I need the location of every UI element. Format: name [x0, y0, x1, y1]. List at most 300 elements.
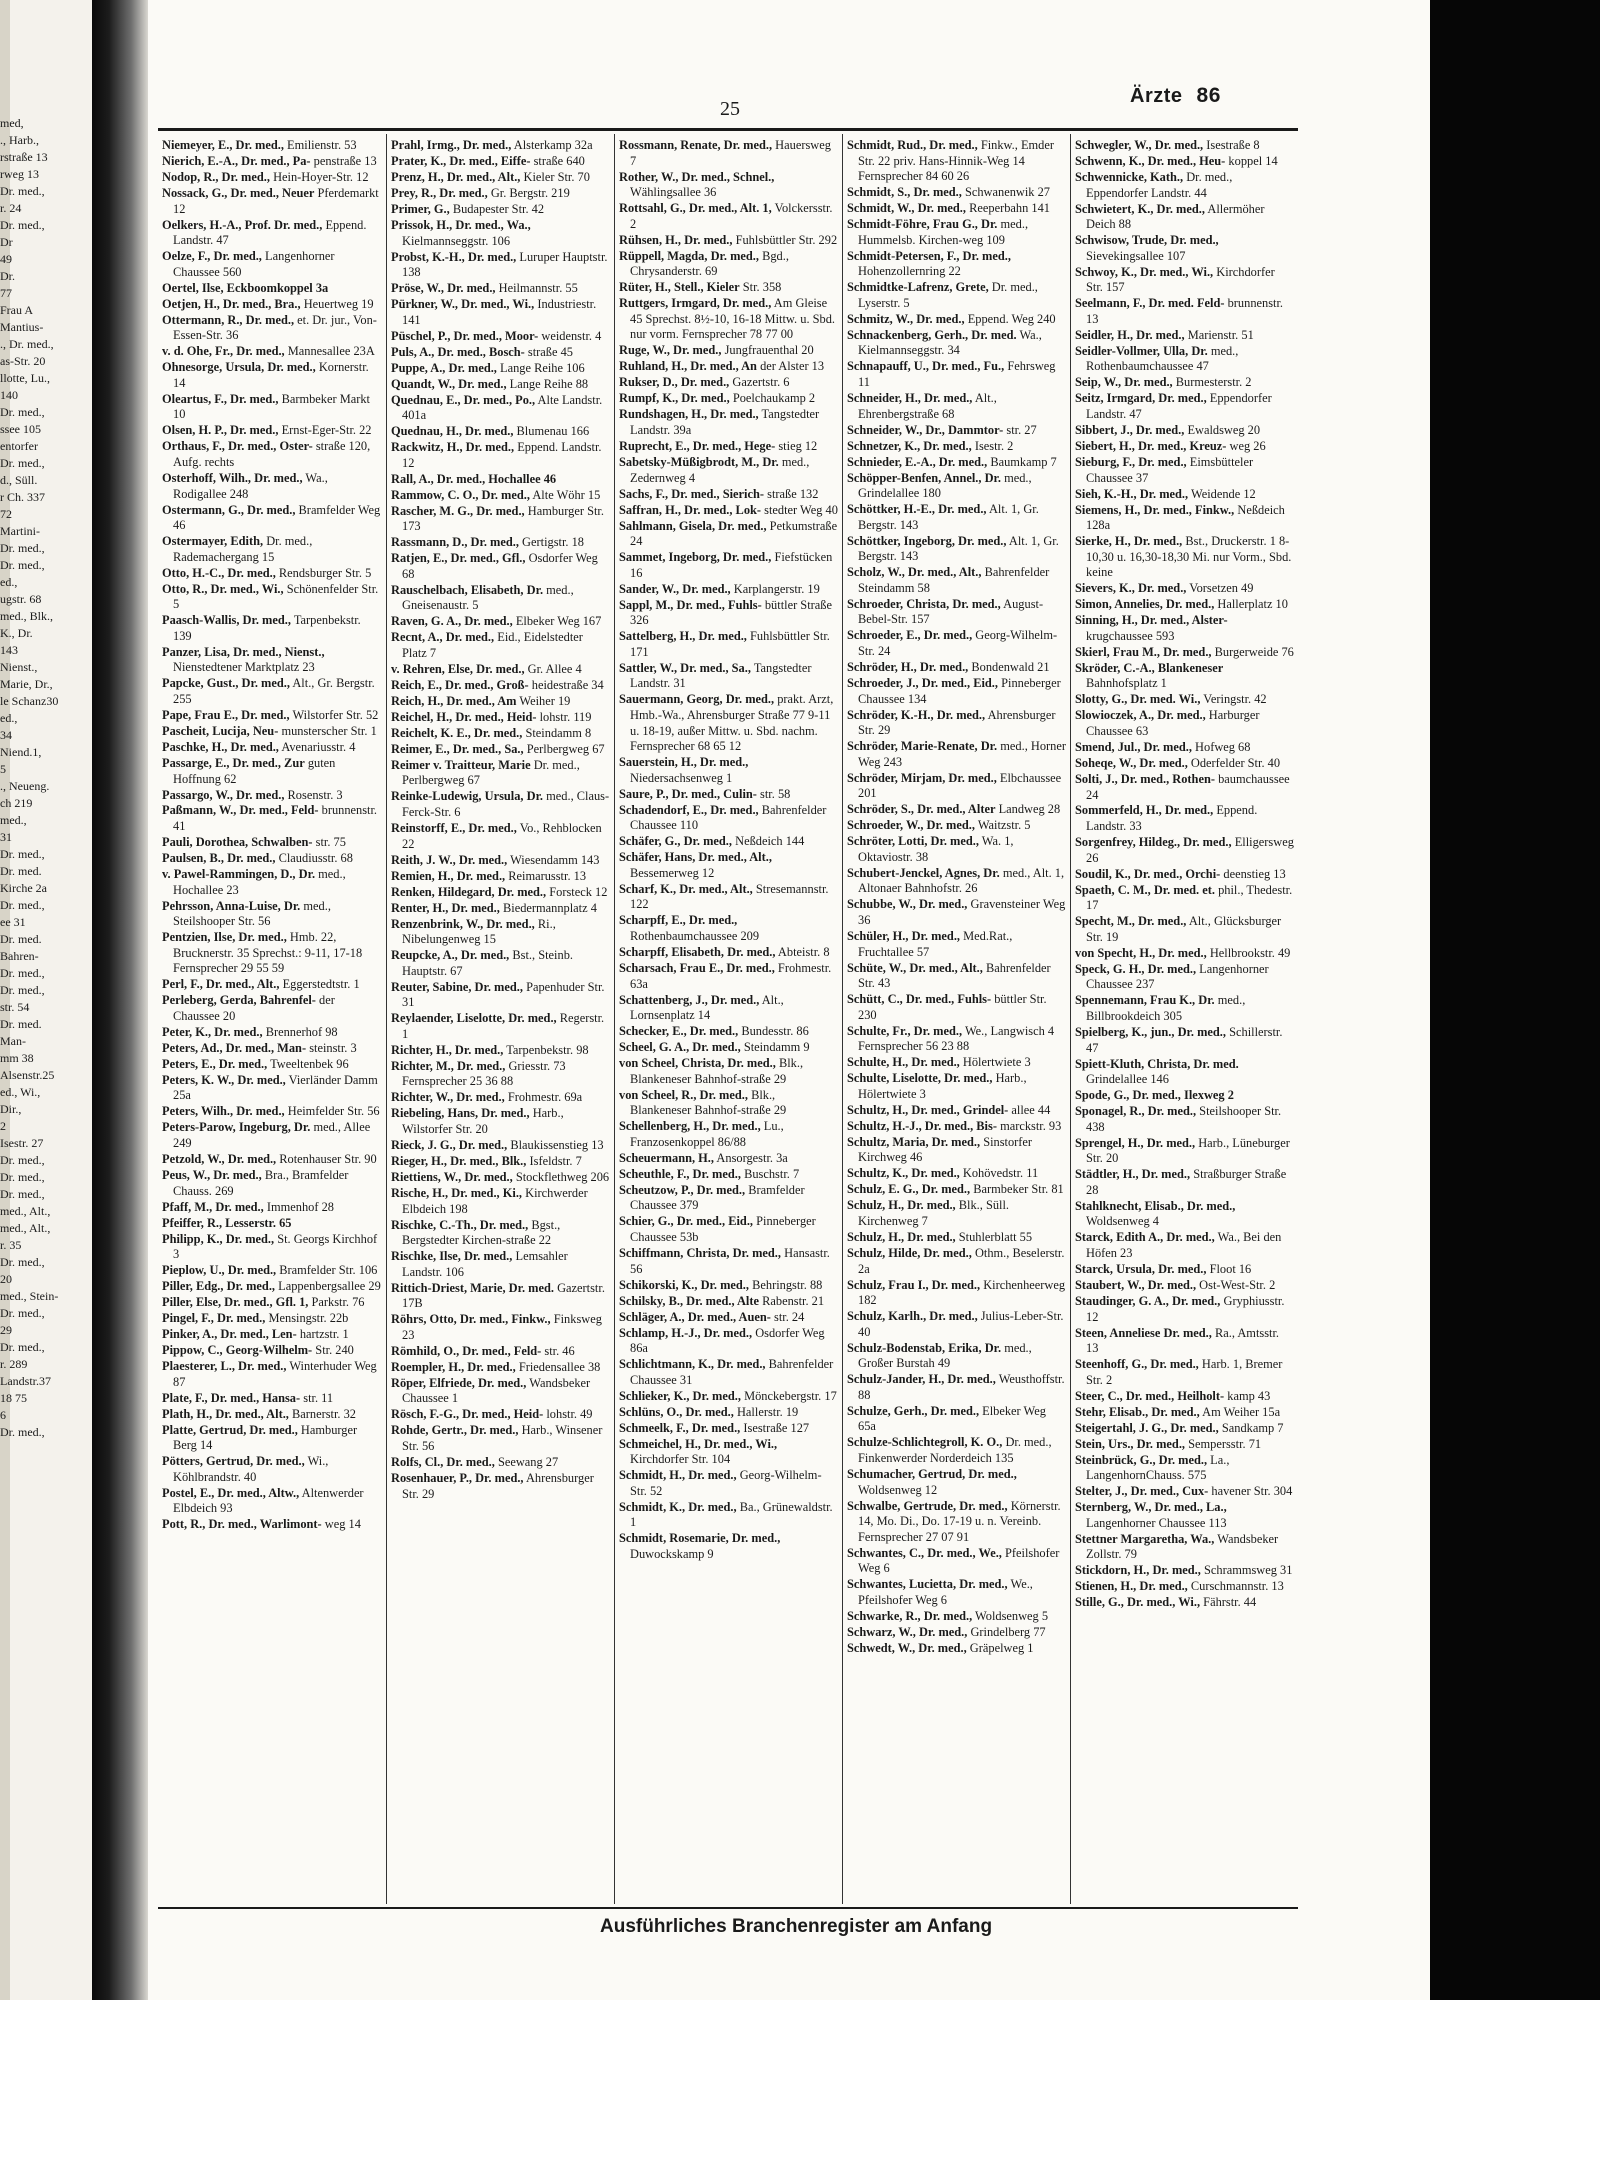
entry-name: Primer, G., [391, 201, 450, 216]
entry-name: Skröder, C.-A., Blankeneser [1075, 660, 1224, 675]
entry-address: Fährstr. 44 [1203, 1595, 1257, 1610]
entry-name: Schulte, Fr., Dr. med., [847, 1023, 963, 1038]
directory-entry [162, 1120, 382, 1151]
previous-page-fragment: Dr. med., [0, 218, 45, 232]
directory-entry [1075, 1326, 1294, 1357]
previous-page-fragment: ugstr. 68 [0, 592, 42, 606]
entry-name: Schumacher, Gertrud, Dr. med., [847, 1467, 1017, 1482]
previous-page-fragment: Dr. med., [0, 966, 45, 980]
entry-address: Poelchaukamp 2 [732, 391, 816, 406]
directory-entry [162, 1486, 382, 1517]
entry-name: Perleberg, Gerda, Bahrenfel- [162, 993, 316, 1008]
scan-bottom-margin [0, 2000, 1600, 2177]
directory-entry [1075, 1484, 1294, 1500]
directory-entry [162, 170, 382, 186]
entry-name: Scholz, W., Dr. med., Alt., [847, 565, 982, 580]
entry-name: Schiffmann, Christa, Dr. med., [619, 1245, 782, 1260]
entry-address: Stresemannstr. 122 [630, 881, 829, 912]
entry-address: Volckersstr. 2 [630, 201, 833, 231]
previous-page-fragment: Dr [0, 235, 13, 249]
entry-address: deenstieg 13 [1223, 866, 1286, 881]
directory-columns [158, 134, 1298, 1904]
directory-column-5 [1070, 134, 1298, 1904]
entry-address: Biedermannplatz 4 [502, 900, 597, 915]
entry-address: Alt. 1, Gr. Bergstr. 143 [858, 533, 1059, 564]
entry-name: Schubert-Jenckel, Agnes, Dr. [847, 865, 1000, 880]
entry-name: Steinbrück, G., Dr. med., [1075, 1452, 1208, 1467]
entry-address: Abteistr. 8 [777, 945, 830, 959]
directory-entry [391, 678, 610, 694]
entry-name: Schnetzer, K., Dr. med., [847, 438, 972, 453]
directory-entry [847, 897, 1066, 928]
entry-address: Tarpenbekstr. 98 [506, 1042, 589, 1057]
entry-address: Dr. med., Rademachergang 15 [173, 534, 313, 564]
previous-page-fragment: 77 [0, 286, 12, 300]
directory-entry [1075, 914, 1294, 945]
entry-name: Prey, R., Dr. med., [391, 185, 488, 200]
previous-page-fragment: rstraße 13 [0, 150, 48, 164]
directory-entry [847, 217, 1066, 248]
entry-name: Platte, Gertrud, Dr. med., [162, 1422, 298, 1437]
entry-address: Reeperbahn 141 [969, 201, 1050, 216]
previous-page-fragment: ed., [0, 711, 18, 725]
entry-address: Hauersweg 7 [630, 138, 831, 168]
entry-address: Steindamm 9 [743, 1040, 810, 1055]
directory-entry [847, 1467, 1066, 1498]
entry-address: Ba., Grünewaldstr. 1 [630, 1499, 833, 1530]
directory-entry [619, 1167, 838, 1183]
entry-name: Panzer, Lisa, Dr. med., Nienst., [162, 644, 325, 659]
entry-name: Schulte, H., Dr. med., [847, 1055, 960, 1070]
previous-page-fragment: Dr. med., [0, 1306, 45, 1320]
entry-name: von Scheel, R., Dr. med., [619, 1087, 748, 1102]
entry-name: Scharpff, Elisabeth, Dr. med., [619, 945, 776, 959]
page-number: 25 [720, 98, 740, 120]
entry-name: Schulte, Liselotte, Dr. med., [847, 1071, 993, 1086]
directory-entry [391, 393, 610, 424]
directory-entry [847, 1246, 1066, 1277]
entry-address: Griesstr. 73 Fernsprecher 25 36 88 [402, 1058, 566, 1089]
entry-name: Puppe, A., Dr. med., [391, 360, 497, 375]
directory-entry [847, 1103, 1066, 1119]
directory-entry [162, 1343, 382, 1359]
directory-entry [847, 1641, 1066, 1657]
entry-name: Rolfs, Cl., Dr. med., [391, 1454, 495, 1469]
entry-name: Scheuthle, F., Dr. med., [619, 1166, 741, 1181]
entry-address: Sempersstr. 71 [1188, 1436, 1262, 1451]
entry-name: Schnackenberg, Gerh., Dr. med. [847, 327, 1017, 342]
entry-name: Schlichtmann, K., Dr. med., [619, 1357, 766, 1372]
directory-entry [847, 391, 1066, 422]
entry-name: Paulsen, B., Dr. med., [162, 851, 276, 866]
directory-entry [847, 676, 1066, 707]
entry-address: Lange Reihe 88 [509, 376, 589, 391]
entry-address: Floot 16 [1209, 1261, 1252, 1276]
entry-address: Reimarusstr. 13 [508, 868, 587, 883]
entry-name: Starck, Edith A., Dr. med., [1075, 1230, 1215, 1245]
entry-address: Wählingsallee 36 [630, 185, 717, 200]
entry-address: Kirchdorfer Str. 157 [1086, 264, 1275, 295]
entry-address: Regerstr. 1 [402, 1011, 605, 1041]
directory-entry [1075, 138, 1294, 154]
entry-name: Sachs, F., Dr. med., Sierich- [619, 486, 765, 501]
directory-entry [1075, 1025, 1294, 1056]
directory-entry [619, 391, 838, 407]
entry-address: der Alster 13 [760, 359, 825, 374]
directory-entry [847, 1182, 1066, 1198]
directory-entry [847, 138, 1066, 185]
directory-entry [847, 1055, 1066, 1071]
previous-page-fragment: 2 [0, 1119, 6, 1133]
entry-address: hartzstr. 1 [299, 1327, 349, 1342]
entry-address: Hmb. 22, Brucknerstr. 35 Sprechst.: 9-11, 17-18 Fernsprecher 29 55 59 [173, 930, 363, 976]
entry-address: Harb., Lüneburger Str. 20 [1086, 1135, 1290, 1166]
entry-name: Oertel, Ilse, Eckboomkoppel 3a [162, 280, 329, 295]
directory-entry [162, 1200, 382, 1216]
entry-name: Specht, M., Dr. med., [1075, 914, 1187, 929]
directory-entry [619, 834, 838, 850]
directory-entry [391, 1059, 610, 1090]
entry-name: Stickdorn, H., Dr. med., [1075, 1563, 1201, 1578]
directory-entry [391, 170, 610, 186]
entry-name: Pinker, A., Dr. med., Len- [162, 1327, 297, 1342]
entry-address: Seewang 27 [497, 1454, 559, 1469]
entry-name: Spielberg, K., jun., Dr. med., [1075, 1024, 1226, 1039]
entry-name: Seitz, Irmgard, Dr. med., [1075, 391, 1207, 406]
entry-name: Städtler, H., Dr. med., [1075, 1167, 1191, 1182]
entry-address: Bahrenfelder Steindamm 58 [858, 565, 1050, 595]
previous-page-fragment: 29 [0, 1323, 12, 1337]
entry-name: Saure, P., Dr. med., Culin- [619, 786, 757, 801]
entry-address: Alt., Lornsenplatz 14 [630, 992, 784, 1023]
entry-address: August-Bebel-Str. 157 [858, 596, 1044, 627]
entry-name: Spaeth, C. M., Dr. med. et. [1075, 882, 1215, 897]
section-page-number: 86 [1196, 84, 1221, 107]
previous-page-fragment: med., [0, 813, 27, 827]
entry-address: Rothenbaumchaussee 209 [630, 929, 760, 944]
entry-address: med., Zedernweg 4 [630, 454, 810, 485]
entry-name: Schmidtke-Lafrenz, Grete, [847, 280, 989, 295]
directory-entry [162, 1025, 382, 1041]
directory-entry [619, 787, 838, 803]
directory-entry [391, 853, 610, 869]
directory-entry [162, 645, 382, 676]
entry-address: Elbeker Weg 167 [515, 614, 602, 629]
directory-entry [619, 945, 838, 961]
directory-entry [162, 138, 382, 154]
entry-address: stedter Weg 40 [764, 502, 838, 517]
directory-entry [1075, 835, 1294, 866]
entry-name: Schmeichel, H., Dr. med., Wi., [619, 1436, 778, 1451]
entry-name: Prater, K., Dr. med., Eiffe- [391, 153, 531, 168]
entry-name: Prenz, H., Dr. med., Alt., [391, 169, 521, 184]
entry-name: Schüler, H., Dr. med., [847, 929, 961, 944]
entry-name: Starck, Ursula, Dr. med., [1075, 1261, 1207, 1276]
entry-address: Osdorfer Weg 86a [630, 1325, 825, 1356]
entry-address: Langenhorner Chaussee 237 [1086, 961, 1269, 992]
directory-entry [391, 345, 610, 361]
entry-address: Bahrenfelder Chaussee 31 [630, 1357, 834, 1387]
directory-entry [619, 407, 838, 438]
entry-address: Blk., Blankeneser Bahnhof-straße 29 [630, 1056, 804, 1086]
entry-name: Scheutzow, P., Dr. med., [619, 1182, 746, 1197]
entry-name: Peus, W., Dr. med., [162, 1168, 262, 1182]
entry-name: Schmidt-Petersen, F., Dr. med., [847, 248, 1011, 263]
entry-name: Sieburg, F., Dr. med., [1075, 454, 1187, 469]
directory-entry [1075, 375, 1294, 391]
directory-entry [619, 1088, 838, 1119]
entry-name: Schwenn, K., Dr. med., Heu- [1075, 153, 1226, 168]
entry-address: med., Grindelallee 180 [858, 470, 1032, 501]
entry-address: Wandsbeker Zollstr. 79 [1086, 1531, 1279, 1562]
entry-name: Remien, H., Dr. med., [391, 868, 506, 883]
entry-name: Seip, W., Dr. med., [1075, 375, 1173, 390]
directory-entry [1075, 487, 1294, 503]
entry-name: Schultz, K., Dr. med., [847, 1166, 960, 1181]
entry-address: Grindelberg 77 [970, 1624, 1046, 1639]
entry-name: Solti, J., Dr. med., Rothen- [1075, 771, 1215, 786]
entry-name: Schwegler, W., Dr. med., [1075, 138, 1204, 152]
entry-name: Nierich, E.-A., Dr. med., Pa- [162, 153, 311, 168]
entry-address: Alsterkamp 32a [513, 138, 593, 152]
entry-address: weidenstr. 4 [541, 328, 602, 343]
entry-name: Schwalbe, Gertrude, Dr. med., [847, 1498, 1008, 1513]
previous-page-fragment: r. 35 [0, 1238, 22, 1252]
directory-entry [847, 312, 1066, 328]
entry-name: Pürkner, W., Dr. med., Wi., [391, 297, 535, 312]
entry-address: Luruper Hauptstr. 138 [402, 249, 608, 280]
entry-address: Kirchdorfer Str. 104 [630, 1452, 731, 1467]
entry-name: Schlamp, H.-J., Dr. med., [619, 1325, 753, 1340]
directory-entry [162, 1041, 382, 1057]
entry-name: Scharf, K., Dr. med., Alt., [619, 881, 753, 896]
entry-address: brunnenstr. 41 [173, 803, 378, 834]
entry-address: Wa. 1, Oktaviostr. 38 [858, 834, 1014, 864]
directory-entry [1075, 1294, 1294, 1325]
directory-entry [162, 218, 382, 249]
entry-name: Peters, Wilh., Dr. med., [162, 1104, 285, 1119]
previous-page-fragment: ., Dr. med., [0, 337, 54, 351]
previous-page-fragment: Dr. [0, 269, 15, 283]
directory-entry [1075, 1136, 1294, 1167]
entry-name: Schroeder, Christa, Dr. med., [847, 596, 1001, 611]
directory-entry [847, 455, 1066, 471]
entry-name: Sibbert, J., Dr. med., [1075, 422, 1185, 437]
entry-address: Weiher 19 [519, 693, 571, 708]
entry-address: Bst., Druckerstr. 1 8-10,30 u. 16,30-18,30 Mi. nur Vorm., Sbd. keine [1086, 534, 1292, 580]
entry-address: Frohmestr. 63a [630, 960, 832, 991]
entry-name: Stahlknecht, Elisab., Dr. med., [1075, 1198, 1236, 1213]
entry-name: Rischke, Ilse, Dr. med., [391, 1249, 513, 1264]
entry-name: Ratjen, E., Dr. med., Gfl., [391, 551, 526, 566]
directory-entry [1075, 772, 1294, 803]
previous-page-fragment: llotte, Lu., [0, 371, 50, 385]
entry-address: Hohenzollernring 22 [858, 264, 961, 279]
previous-page-fragment: Dr. med., [0, 1153, 45, 1167]
entry-address: krugchaussee 593 [1086, 628, 1175, 643]
entry-address: Buschstr. 7 [744, 1166, 800, 1181]
entry-name: Sommerfeld, H., Dr. med., [1075, 803, 1214, 818]
entry-name: Reuter, Sabine, Dr. med., [391, 979, 523, 994]
directory-entry [1075, 993, 1294, 1024]
directory-entry [391, 758, 610, 789]
directory-entry [847, 328, 1066, 359]
entry-name: Schroeder, E., Dr. med., [847, 628, 973, 643]
entry-name: Ostermayer, Edith, [162, 534, 264, 549]
directory-entry [619, 850, 838, 881]
directory-entry [391, 440, 610, 471]
entry-name: Richter, H., Dr. med., [391, 1042, 504, 1057]
directory-entry [847, 1230, 1066, 1246]
previous-page-fragment: Bahren- [0, 949, 39, 963]
directory-entry [391, 948, 610, 979]
entry-name: Schmidt, Rud., Dr. med., [847, 138, 978, 152]
directory-entry [619, 1500, 838, 1531]
entry-name: Schüte, W., Dr. med., Alt., [847, 960, 983, 975]
entry-address: Fuhlsbüttler Str. 292 [735, 232, 838, 247]
entry-name: Piller, Else, Dr. med., Gfl. 1, [162, 1295, 309, 1310]
directory-entry [619, 1183, 838, 1214]
entry-name: Nossack, G., Dr. med., Neuer [162, 185, 315, 200]
previous-page-fragment: Dr. med., [0, 1187, 45, 1201]
previous-page-fragment: med, [0, 116, 24, 130]
previous-page-fragment: ., Harb., [0, 133, 39, 147]
entry-address: weg 26 [1229, 438, 1266, 453]
entry-address: Othm., Beselerstr. 2a [858, 1245, 1065, 1276]
entry-name: Spennemann, Frau K., Dr. [1075, 993, 1215, 1008]
directory-entry [1075, 1500, 1294, 1531]
entry-name: Schäfer, Hans, Dr. med., Alt., [619, 850, 772, 865]
directory-entry [391, 901, 610, 917]
entry-name: Rundshagen, H., Dr. med., [619, 407, 759, 422]
directory-entry [391, 1471, 610, 1502]
entry-address: Winterhuder Weg 87 [173, 1359, 377, 1389]
entry-address: Heimfelder Str. 56 [287, 1104, 380, 1119]
entry-name: Scheuermann, H., [619, 1150, 714, 1165]
entry-name: Schöttker, Ingeborg, Dr. med., [847, 533, 1007, 548]
entry-name: Reinke-Ludewig, Ursula, Dr. [391, 789, 544, 804]
entry-address: Petkumstraße 24 [630, 518, 838, 549]
directory-entry [1075, 962, 1294, 993]
entry-address: Bondenwald 21 [971, 660, 1050, 675]
directory-entry [847, 502, 1066, 533]
directory-entry [1075, 391, 1294, 422]
directory-entry [391, 488, 610, 504]
header-rule [158, 128, 1298, 131]
directory-entry [1075, 1563, 1294, 1579]
entry-address: büttler Str. 230 [858, 992, 1047, 1022]
directory-entry [391, 535, 610, 551]
entry-address: Niedersachsenweg 1 [630, 770, 733, 785]
entry-address: Neßdeich 144 [735, 834, 805, 849]
entry-address: Schillerstr. 47 [1086, 1024, 1283, 1055]
entry-address: Vo., Rehblocken 22 [402, 821, 602, 851]
entry-address: phil., Thedestr. 17 [1086, 882, 1293, 913]
entry-address: straße 45 [527, 344, 573, 359]
entry-name: Rammow, C. O., Dr. med., [391, 487, 530, 502]
directory-entry [162, 186, 382, 217]
directory-entry [847, 534, 1066, 565]
entry-name: Schulz, Frau I., Dr. med., [847, 1277, 981, 1292]
previous-page-fragment: ssee 105 [0, 422, 41, 436]
directory-entry [619, 487, 838, 503]
entry-address: Budapester Str. 42 [452, 201, 545, 216]
entry-address: büttler Straße 326 [630, 597, 832, 628]
directory-column-2 [386, 134, 614, 1904]
directory-entry [847, 866, 1066, 897]
directory-entry [162, 249, 382, 280]
directory-entry [619, 1278, 838, 1294]
entry-name: Reichelt, K. E., Dr. med., [391, 725, 523, 740]
directory-entry [1075, 328, 1294, 344]
entry-address: Kirchenheerweg 182 [858, 1277, 1066, 1308]
entry-address: Parkstr. 76 [311, 1295, 365, 1310]
directory-entry [391, 1043, 610, 1059]
directory-entry [1075, 1088, 1294, 1104]
entry-address: Kornerstr. 14 [173, 360, 369, 390]
directory-entry [162, 1327, 382, 1343]
entry-address: Grindelallee 146 [1086, 1072, 1169, 1087]
directory-entry [847, 1309, 1066, 1340]
entry-address: Lange Reihe 106 [500, 360, 585, 375]
directory-entry [391, 154, 610, 170]
entry-address: Stockflethweg 206 [515, 1169, 610, 1184]
entry-address: Behringstr. 88 [752, 1277, 823, 1292]
directory-entry [847, 1609, 1066, 1625]
entry-address: Hansastr. 56 [630, 1245, 830, 1276]
entry-address: Tarpenbekstr. 139 [173, 613, 361, 643]
directory-entry [162, 439, 382, 470]
entry-address: str. 27 [1006, 422, 1037, 437]
entry-name: Sponagel, R., Dr. med., [1075, 1104, 1197, 1119]
entry-name: Reich, H., Dr. med., Am [391, 693, 517, 708]
directory-entry [391, 662, 610, 678]
directory-entry [847, 1546, 1066, 1577]
directory-entry [391, 1344, 610, 1360]
entry-name: Rosenhauer, P., Dr. med., [391, 1470, 524, 1485]
entry-address: Alte Wöhr 15 [532, 487, 601, 502]
previous-page-fragment: 6 [0, 1408, 6, 1422]
entry-address: Am Weiher 15a [1202, 1404, 1281, 1419]
entry-name: Schneider, W., Dr., Dammtor- [847, 422, 1004, 437]
entry-name: Renken, Hildegard, Dr. med., [391, 884, 547, 899]
directory-entry [619, 1357, 838, 1388]
directory-entry [619, 375, 838, 391]
entry-name: Schröder, S., Dr. med., Alter [847, 802, 996, 817]
directory-entry [391, 186, 610, 202]
entry-address: Gertigstr. 18 [522, 535, 584, 550]
entry-address: Ahrensburger Str. 29 [402, 1470, 594, 1501]
directory-entry [847, 185, 1066, 201]
entry-name: Schulze-Schlichtegroll, K. O., [847, 1435, 1003, 1450]
entry-name: Pingel, F., Dr. med., [162, 1311, 266, 1326]
entry-address: Harb., Winsener Str. 56 [402, 1423, 603, 1453]
entry-address: Sandkamp 7 [1221, 1420, 1284, 1435]
entry-name: Recnt, A., Dr. med., [391, 630, 495, 645]
entry-address: Rendsburger Str. 5 [278, 565, 372, 580]
entry-name: Schroeder, W., Dr. med., [847, 818, 975, 833]
entry-name: Schwarz, W., Dr. med., [847, 1624, 968, 1639]
running-head [1130, 84, 1221, 108]
entry-name: Schläger, A., Dr. med., Auen- [619, 1309, 771, 1324]
previous-page-fragment: Dr. med., [0, 983, 45, 997]
entry-name: Oetjen, H., Dr. med., Bra., [162, 296, 301, 311]
entry-name: Pott, R., Dr. med., Warlimont- [162, 1517, 322, 1532]
entry-name: Rassmann, D., Dr. med., [391, 535, 519, 550]
entry-address: Eid., Eidelstedter Platz 7 [402, 630, 583, 660]
entry-address: Bessemerweg 12 [630, 865, 715, 880]
entry-address: Lappenbergsallee 29 [278, 1279, 381, 1294]
